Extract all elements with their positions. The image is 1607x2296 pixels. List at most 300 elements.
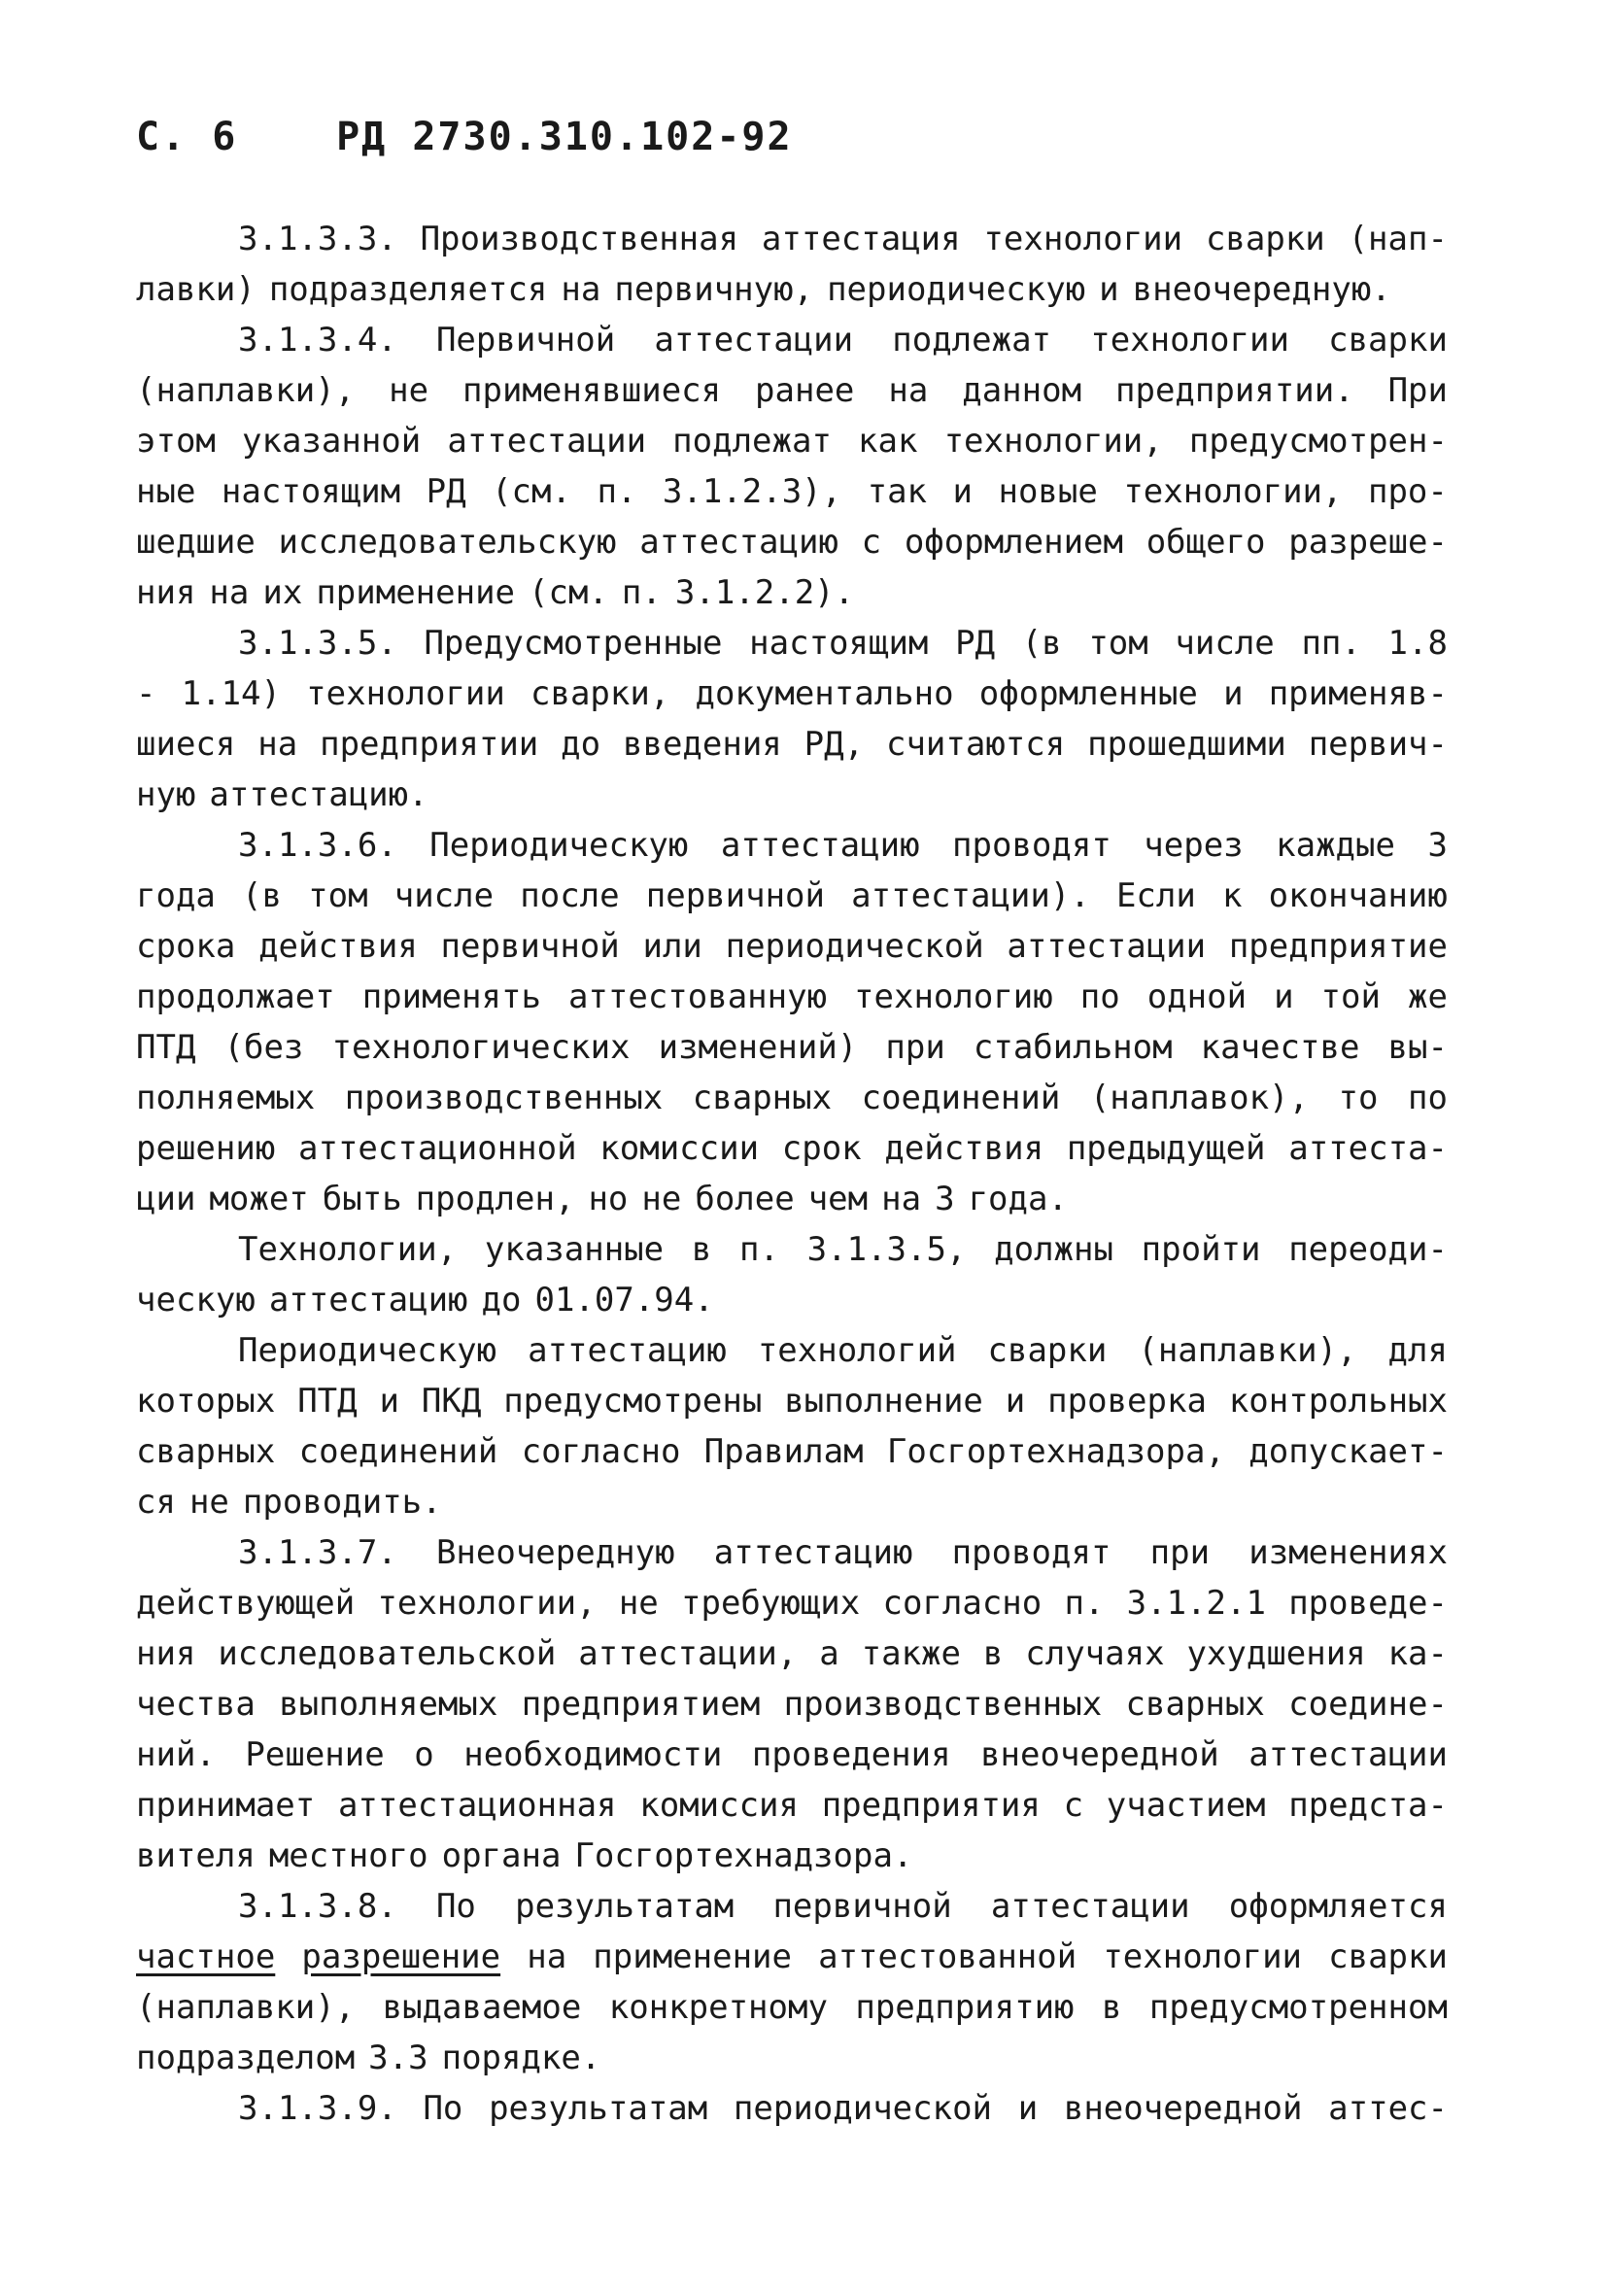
text-word: подлежат <box>892 321 1052 360</box>
text-word: при <box>1149 1533 1211 1572</box>
text-word: первичную, <box>614 270 814 309</box>
text-word: чества <box>136 1685 256 1724</box>
text-word: то <box>1338 1079 1379 1117</box>
text-word: указанной <box>242 422 422 461</box>
text-word: про- <box>1367 472 1448 511</box>
text-word: и <box>1274 977 1294 1016</box>
text-word: внеочередной <box>980 1735 1219 1774</box>
text-word: необходимости <box>463 1735 723 1774</box>
text-line <box>136 618 1448 668</box>
text-word: предусмотренном <box>1148 1988 1448 2027</box>
text-word: 3.1.3.8. <box>238 1887 397 1926</box>
text-word: ся <box>136 1483 176 1522</box>
text-line <box>136 1376 1448 1426</box>
text-word: ПКД <box>421 1382 482 1421</box>
document-code: РД 2730.310.102-92 <box>336 115 793 159</box>
text-word: технологии <box>306 674 505 713</box>
text-line <box>136 416 1448 466</box>
text-word: их <box>262 573 303 612</box>
text-word: по <box>1079 977 1120 1016</box>
text-word: результатам <box>489 2089 708 2128</box>
text-line <box>136 1679 1448 1730</box>
text-word: применяв- <box>1268 674 1448 713</box>
text-word: на <box>257 725 298 764</box>
text-word: общего <box>1145 523 1266 562</box>
text-word: более <box>695 1180 795 1218</box>
text-word: предыдущей <box>1066 1129 1266 1168</box>
text-word: внеочередную. <box>1132 270 1391 309</box>
text-line <box>136 1174 1448 1224</box>
text-word: ка- <box>1387 1634 1448 1673</box>
text-word: технологий <box>757 1331 957 1370</box>
text-word: одной <box>1146 977 1248 1016</box>
text-word: на <box>888 371 929 410</box>
text-line <box>136 1730 1448 1780</box>
text-word: срок <box>781 1129 862 1168</box>
text-word: прошедшими <box>1087 725 1286 764</box>
text-word: аттестации <box>654 321 854 360</box>
text-word: ческую <box>136 1281 256 1319</box>
text-word: может <box>209 1180 309 1218</box>
text-word: проведения <box>751 1735 951 1774</box>
text-line <box>136 214 1448 264</box>
text-word: аттестации <box>990 1887 1190 1926</box>
text-line <box>136 1123 1448 1174</box>
text-word: Периодическую <box>429 826 689 865</box>
text-line <box>136 921 1448 972</box>
text-word: п. <box>621 573 662 612</box>
text-word: которых <box>136 1382 276 1421</box>
text-line <box>136 1932 1448 1982</box>
text-word: технологию <box>854 977 1053 1016</box>
text-word: сварных <box>136 1432 276 1471</box>
text-line <box>136 264 1448 315</box>
text-word: согласно <box>882 1584 1043 1623</box>
text-word: выдаваемое <box>382 1988 582 2027</box>
text-word: не <box>188 1483 229 1522</box>
text-line <box>136 466 1448 517</box>
text-word: и <box>1017 2089 1039 2128</box>
text-word: аттестации). <box>851 876 1090 915</box>
text-word: РД, <box>804 725 865 764</box>
text-word: проверка <box>1047 1382 1207 1421</box>
text-word: том <box>308 876 368 915</box>
text-word: предприятия <box>821 1786 1041 1825</box>
text-word: технологии, <box>377 1584 597 1623</box>
text-word: применение <box>316 573 516 612</box>
text-word: аттестацию <box>528 1331 727 1370</box>
text-word: окончанию <box>1268 876 1448 915</box>
text-word: п. <box>597 472 637 511</box>
text-word: числе <box>1175 624 1275 663</box>
text-word: считаются <box>885 725 1066 764</box>
text-word: аттестацию. <box>209 775 428 814</box>
text-word: Внеочередную <box>435 1533 675 1572</box>
text-word: и <box>1223 674 1244 713</box>
text-word: не <box>389 371 429 410</box>
text-word: периодической <box>725 927 984 966</box>
text-word: аттес- <box>1328 2089 1448 2128</box>
text-word: настоящим <box>221 472 401 511</box>
text-word: - <box>136 674 156 713</box>
text-word: на <box>209 573 250 612</box>
text-word: оформленные <box>978 674 1198 713</box>
text-word: технологии <box>1103 1937 1303 1976</box>
text-line <box>136 315 1448 365</box>
text-line <box>136 567 1448 618</box>
text-word: предприятием <box>521 1685 761 1724</box>
text-word: ранее <box>755 371 855 410</box>
text-word: производственных <box>783 1685 1103 1724</box>
text-word: Производственная <box>420 220 739 258</box>
text-word: участием <box>1106 1786 1266 1825</box>
text-word: оформлением <box>904 523 1123 562</box>
text-word: пп. <box>1301 624 1361 663</box>
text-word: лавки) <box>136 270 256 309</box>
text-word: сварных <box>692 1079 833 1117</box>
text-word: так <box>867 472 928 511</box>
text-word: изменениях <box>1248 1533 1448 1572</box>
text-line <box>136 1578 1448 1628</box>
text-word: на <box>527 1937 567 1976</box>
text-word: действующей <box>136 1584 356 1623</box>
text-word: аттестации, <box>578 1634 798 1673</box>
text-word: предприятии. <box>1115 371 1354 410</box>
text-word: по <box>1407 1079 1448 1117</box>
text-word: Технологии, <box>238 1230 458 1269</box>
text-word: подлежат <box>672 422 832 461</box>
text-word: первичной <box>772 1887 952 1926</box>
text-word: 3.1.3.9. <box>238 2089 397 2128</box>
text-word: 3.1.3.5. <box>238 624 397 663</box>
text-word: (см. <box>492 472 571 511</box>
text-word: и <box>952 472 973 511</box>
text-word: ные <box>136 472 196 511</box>
text-word: сварки, <box>530 674 670 713</box>
text-word: Правилам <box>703 1432 864 1471</box>
text-word: технологии, <box>1123 472 1343 511</box>
text-word: Госгортехнадзора. <box>574 1836 913 1875</box>
text-word: аттестацию <box>268 1281 468 1319</box>
text-line <box>136 1780 1448 1831</box>
text-word: проводят <box>952 826 1111 865</box>
text-word: качестве <box>1200 1028 1360 1067</box>
text-word: в <box>1101 1988 1122 2027</box>
text-line <box>136 972 1448 1022</box>
underlined-term: разрешение <box>301 1937 501 1976</box>
text-word: Решение <box>245 1735 385 1774</box>
page-header <box>136 115 793 159</box>
text-word: не <box>618 1584 659 1623</box>
text-word: сварки <box>1205 220 1325 258</box>
text-word: года <box>136 876 216 915</box>
text-word: аттестацию <box>720 826 920 865</box>
text-word: предприятие <box>1228 927 1448 966</box>
text-word: технологии <box>1090 321 1289 360</box>
text-word: 3 <box>935 1180 955 1218</box>
text-word: периодическую <box>827 270 1086 309</box>
text-word: РД <box>426 472 466 511</box>
text-word: оформляется <box>1228 1887 1448 1926</box>
text-word: По <box>423 2089 463 2128</box>
text-word: комиссии <box>599 1129 760 1168</box>
text-word: аттестованную <box>567 977 828 1016</box>
text-word: допускает- <box>1248 1432 1448 1471</box>
text-word: 3.1.2.2). <box>674 573 855 612</box>
text-word: о <box>414 1735 434 1774</box>
text-word: аттестацию <box>713 1533 913 1572</box>
text-word: до <box>561 725 601 764</box>
text-word: пройти <box>1141 1230 1261 1269</box>
text-word: подразделяется <box>268 270 548 309</box>
text-line <box>136 1477 1448 1527</box>
text-word: с <box>861 523 882 562</box>
text-line <box>136 1831 1448 1881</box>
text-word: выполняемых <box>279 1685 498 1724</box>
text-line <box>136 2033 1448 2083</box>
text-word: после <box>520 876 620 915</box>
underlined-term: частное <box>136 1937 276 1976</box>
text-word: ПТД <box>136 1028 196 1067</box>
text-word: проводить. <box>242 1483 442 1522</box>
text-word: согласно <box>521 1432 681 1471</box>
text-line <box>136 668 1448 719</box>
text-word: данном <box>962 371 1082 410</box>
text-line <box>136 1224 1448 1275</box>
text-word: проведе- <box>1288 1584 1448 1623</box>
text-line <box>136 1527 1448 1578</box>
text-word: и <box>1099 270 1119 309</box>
text-word: в <box>691 1230 712 1269</box>
text-word: ухудшения <box>1186 1634 1366 1673</box>
text-word: не <box>641 1180 682 1218</box>
text-word: аттестации <box>447 422 647 461</box>
text-word: соединений <box>861 1079 1061 1117</box>
text-word: аттестации <box>1248 1735 1448 1774</box>
text-word: документально <box>695 674 954 713</box>
text-word: первич- <box>1308 725 1448 764</box>
text-word: шедшие <box>136 523 256 562</box>
text-word: ную <box>136 775 196 814</box>
text-word: действия <box>884 1129 1044 1168</box>
text-word: разреше- <box>1288 523 1448 562</box>
text-word: контрольных <box>1228 1382 1448 1421</box>
text-word: (в <box>1021 624 1062 663</box>
text-word: 3.1.3.4. <box>238 321 397 360</box>
text-word: аттестационной <box>298 1129 577 1168</box>
text-word: применявшиеся <box>462 371 722 410</box>
text-word: ции <box>136 1180 196 1218</box>
text-word: ПТД <box>297 1382 358 1421</box>
text-word: той <box>1320 977 1381 1016</box>
text-line <box>136 1881 1448 1932</box>
text-line <box>136 1022 1448 1073</box>
text-word: на <box>561 270 601 309</box>
text-word: принимает <box>136 1786 316 1825</box>
text-word: сварки <box>987 1331 1108 1370</box>
text-word: года. <box>968 1180 1068 1218</box>
text-word: исследовательской <box>218 1634 557 1673</box>
text-word: технологии, <box>943 422 1163 461</box>
text-word: первичной <box>645 876 825 915</box>
text-word: 3.1.2.3), <box>662 472 842 511</box>
text-word: 3 <box>1427 826 1448 865</box>
text-word: переоди- <box>1288 1230 1448 1269</box>
text-word: 3.1.3.7. <box>238 1533 397 1572</box>
text-line <box>136 1275 1448 1325</box>
text-word: соедине- <box>1288 1685 1448 1724</box>
text-word: ния <box>136 573 196 612</box>
text-line <box>136 719 1448 770</box>
text-word: предприятии <box>320 725 539 764</box>
text-word: должны <box>994 1230 1113 1269</box>
text-word: и <box>379 1382 399 1421</box>
text-word: 01.07.94. <box>534 1281 714 1319</box>
text-line <box>136 770 1448 820</box>
text-word: периодической <box>733 2089 993 2128</box>
text-word: чем <box>807 1180 869 1218</box>
text-word: настоящим <box>749 624 929 663</box>
text-word: технологии <box>983 220 1183 258</box>
text-word: ния <box>136 1634 196 1673</box>
text-word: решению <box>136 1129 276 1168</box>
text-word: к <box>1222 876 1243 915</box>
text-word: По <box>435 1887 476 1926</box>
text-word: предста- <box>1288 1786 1448 1825</box>
text-word: том <box>1088 624 1148 663</box>
text-line <box>136 1982 1448 2033</box>
text-word: новые <box>998 472 1098 511</box>
text-word: изменений) <box>658 1028 858 1067</box>
text-word: продлен, <box>415 1180 575 1218</box>
text-word: 3.1.3.3. <box>238 220 397 258</box>
text-line <box>136 1628 1448 1679</box>
text-word: сварки <box>1328 321 1448 360</box>
text-word: действия <box>258 927 418 966</box>
text-word: технологических <box>331 1028 631 1067</box>
text-word: 1.8 <box>1387 624 1448 663</box>
text-word: (наплавок), <box>1089 1079 1309 1117</box>
text-word: Если <box>1115 876 1196 915</box>
text-word: и <box>1005 1382 1026 1421</box>
text-word: 1.14) <box>181 674 281 713</box>
text-word: первичной <box>440 927 620 966</box>
text-word: Госгортехнадзора, <box>886 1432 1225 1471</box>
text-word: При <box>1387 371 1448 410</box>
text-word: аттестации <box>1007 927 1207 966</box>
text-word: на <box>881 1180 922 1218</box>
text-word: применение <box>593 1937 792 1976</box>
text-word: соединений <box>298 1432 498 1471</box>
text-word: как <box>858 422 918 461</box>
text-word: а <box>819 1634 839 1673</box>
text-word: применять <box>361 977 541 1016</box>
text-line <box>136 2083 1448 2134</box>
text-word: РД <box>955 624 996 663</box>
text-word: также <box>861 1634 961 1673</box>
text-word: п. <box>739 1230 779 1269</box>
text-word: Предусмотренные <box>424 624 723 663</box>
text-word: аттестация <box>761 220 961 258</box>
text-word: аттеста- <box>1288 1129 1448 1168</box>
text-word: вителя <box>136 1836 256 1875</box>
text-word: производственных <box>344 1079 664 1117</box>
text-word: Первичной <box>435 321 616 360</box>
text-word: случаях <box>1025 1634 1165 1673</box>
text-word: (см. <box>529 573 608 612</box>
text-word: п. <box>1064 1584 1105 1623</box>
text-word: (наплавки), <box>1138 1331 1357 1370</box>
text-word: предприятию <box>855 1988 1075 2027</box>
text-word: порядке. <box>441 2039 601 2077</box>
text-word: (нап- <box>1348 220 1448 258</box>
text-word: конкретному <box>608 1988 828 2027</box>
page-number: С. 6 <box>136 115 238 159</box>
text-word: для <box>1387 1331 1448 1370</box>
text-word: сварки <box>1328 1937 1448 1976</box>
text-word: (в <box>242 876 282 915</box>
text-word: внеочередной <box>1063 2089 1303 2128</box>
text-word: до <box>481 1281 522 1319</box>
text-word: органа <box>441 1836 562 1875</box>
text-word: предусмотрен- <box>1188 422 1448 461</box>
text-word: вы- <box>1387 1028 1448 1067</box>
text-word: подразделом <box>136 2039 356 2077</box>
text-word: при <box>885 1028 945 1067</box>
text-word: (наплавки), <box>136 371 356 410</box>
text-word: (наплавки), <box>136 1988 356 2027</box>
text-line <box>136 1073 1448 1123</box>
text-word: продолжает <box>136 977 335 1016</box>
text-line <box>136 820 1448 871</box>
text-word: быть <box>322 1180 402 1218</box>
text-word: же <box>1407 977 1448 1016</box>
text-word: срока <box>136 927 236 966</box>
text-word: указанные <box>484 1230 665 1269</box>
text-word: комиссия <box>639 1786 799 1825</box>
body-text <box>136 214 1448 2134</box>
text-line <box>136 517 1448 567</box>
text-word: через <box>1144 826 1244 865</box>
text-word: этом <box>136 422 216 461</box>
text-word: введения <box>623 725 782 764</box>
text-word: проводят <box>951 1533 1111 1572</box>
text-line <box>136 365 1448 416</box>
text-word: исследовательскую <box>278 523 617 562</box>
text-word: Периодическую <box>238 1331 497 1370</box>
text-word: 3.1.3.6. <box>238 826 397 865</box>
text-word: числе <box>393 876 495 915</box>
text-word: или <box>642 927 702 966</box>
text-word: с <box>1063 1786 1084 1825</box>
text-word: сварных <box>1125 1685 1265 1724</box>
text-word: аттестацию <box>639 523 838 562</box>
text-word: 3.1.2.1 <box>1126 1584 1266 1623</box>
text-word: полняемых <box>136 1079 316 1117</box>
text-word: шиеся <box>136 725 236 764</box>
text-line <box>136 1325 1448 1376</box>
text-word: стабильном <box>973 1028 1173 1067</box>
text-line <box>136 1426 1448 1477</box>
text-word: аттестационная <box>337 1786 617 1825</box>
text-word: (без <box>223 1028 304 1067</box>
text-word: 3.3 <box>368 2039 428 2077</box>
text-word: предусмотрены <box>503 1382 763 1421</box>
text-word: аттестованной <box>818 1937 1077 1976</box>
text-word: выполнение <box>784 1382 983 1421</box>
text-word: результатам <box>515 1887 735 1926</box>
text-word: 3.1.3.5, <box>806 1230 967 1269</box>
